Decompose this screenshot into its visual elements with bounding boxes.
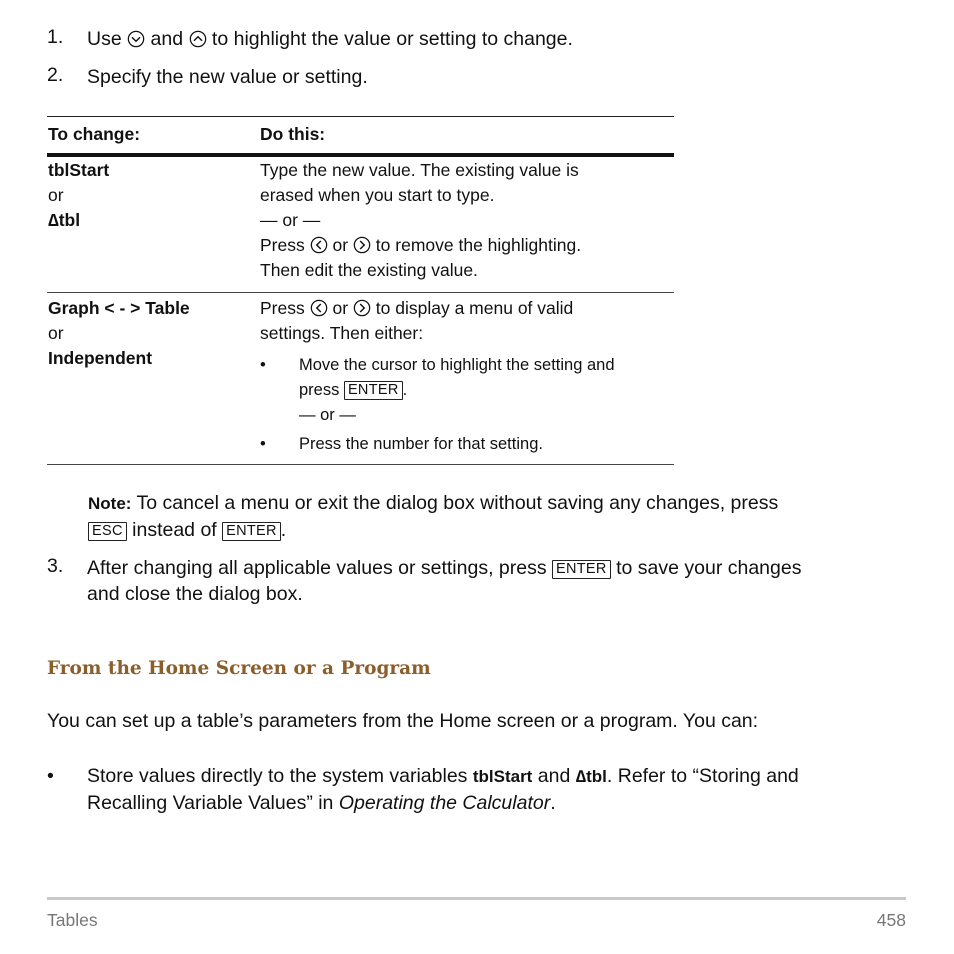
setting-name: ∆tbl [48, 210, 81, 230]
bullet-text: and [537, 765, 571, 787]
step-number: 2. [47, 64, 64, 86]
action-text: erased when you start to type. [260, 185, 495, 205]
setting-name: tblStart [48, 160, 110, 180]
setting-name: Independent [48, 348, 153, 368]
or-separator: — or — [260, 210, 321, 230]
cursor-up-icon [189, 30, 207, 48]
bullet-text: . Refer to “Storing and [606, 765, 799, 787]
bullet: • [260, 435, 266, 453]
cursor-right-icon [353, 236, 371, 254]
cursor-right-icon [353, 299, 371, 317]
action-text [260, 296, 573, 321]
bullet-text: Recalling Variable Values” in [87, 792, 334, 814]
table-row-2-setting [48, 296, 190, 371]
table-header-to-change: To change: [48, 124, 141, 144]
step-text: Specify the new value or setting. [87, 66, 368, 88]
or-separator: — or — [299, 406, 356, 424]
enter-key: ENTER [344, 381, 403, 400]
page-number: 458 [876, 910, 906, 930]
step-text: After changing all applicable values or settings, press [87, 557, 547, 579]
bullet-text: Store values directly to the system variables [87, 765, 468, 787]
note-block [88, 490, 778, 543]
note-line: ESC instead of ENTER . [88, 517, 778, 543]
step-text: Use [87, 28, 122, 50]
bullet-text: press ENTER . [299, 381, 408, 399]
action-text: Type the new value. The existing value is [260, 160, 579, 180]
bullet: • [260, 356, 266, 374]
variable-name: tblStart [472, 767, 533, 786]
table-bottom-rule [47, 464, 674, 465]
step-number: 3. [47, 555, 64, 577]
action-text: Press [260, 298, 305, 318]
action-text: or [332, 298, 349, 318]
cursor-down-icon [127, 30, 145, 48]
enter-key: ENTER [552, 560, 611, 579]
note-label: Note: [88, 494, 132, 513]
action-text: to display a menu of valid [375, 298, 574, 318]
step-text [87, 555, 801, 581]
note-text: instead of [132, 519, 217, 541]
table-header-rule [47, 153, 674, 157]
or-text: or [48, 185, 64, 205]
table-row-1-action [260, 158, 581, 283]
action-text: to remove the highlighting. [375, 235, 582, 255]
table-header-do-this: Do this: [260, 124, 326, 144]
section-intro: You can set up a table’s parameters from the Home screen or a program. You can: [47, 710, 759, 732]
bullet-text [87, 763, 799, 790]
bullet-text [87, 790, 799, 816]
variable-name: ∆tbl [575, 767, 607, 786]
table-row-2-action [260, 296, 573, 346]
footer-rule [47, 897, 906, 900]
bullet-text: Press the number for that setting. [299, 435, 543, 453]
cursor-left-icon [310, 299, 328, 317]
bullet-text: press [299, 381, 340, 399]
table-top-rule [47, 116, 674, 117]
bullet-text: Move the cursor to highlight the setting and [299, 356, 615, 374]
action-text: Then edit the existing value. [260, 260, 478, 280]
action-text: Press [260, 235, 305, 255]
footer-chapter: Tables [47, 910, 98, 930]
table-row-divider [47, 292, 674, 293]
step-text: and close the dialog box. [87, 583, 303, 605]
esc-key: ESC [88, 522, 127, 541]
or-text: or [48, 323, 64, 343]
action-text: settings. Then either: [260, 323, 424, 343]
section-heading: From the Home Screen or a Program [47, 658, 431, 679]
book-title: Operating the Calculator [338, 792, 551, 814]
enter-key: ENTER [222, 522, 281, 541]
step-text: to highlight the value or setting to change. [211, 28, 573, 50]
bullet-text: . [550, 792, 556, 814]
bullet: • [47, 765, 54, 787]
action-text [260, 233, 581, 258]
note-text: To cancel a menu or exit the dialog box without saving any changes, press [136, 492, 779, 514]
step-text: and [150, 28, 184, 50]
step-number: 1. [47, 26, 64, 48]
setting-name: Graph < - > Table [48, 298, 190, 318]
table-row-1-setting [48, 158, 109, 233]
action-text: or [332, 235, 349, 255]
note-line [88, 490, 778, 517]
step-text: to save your changes [616, 557, 802, 579]
cursor-left-icon [310, 236, 328, 254]
